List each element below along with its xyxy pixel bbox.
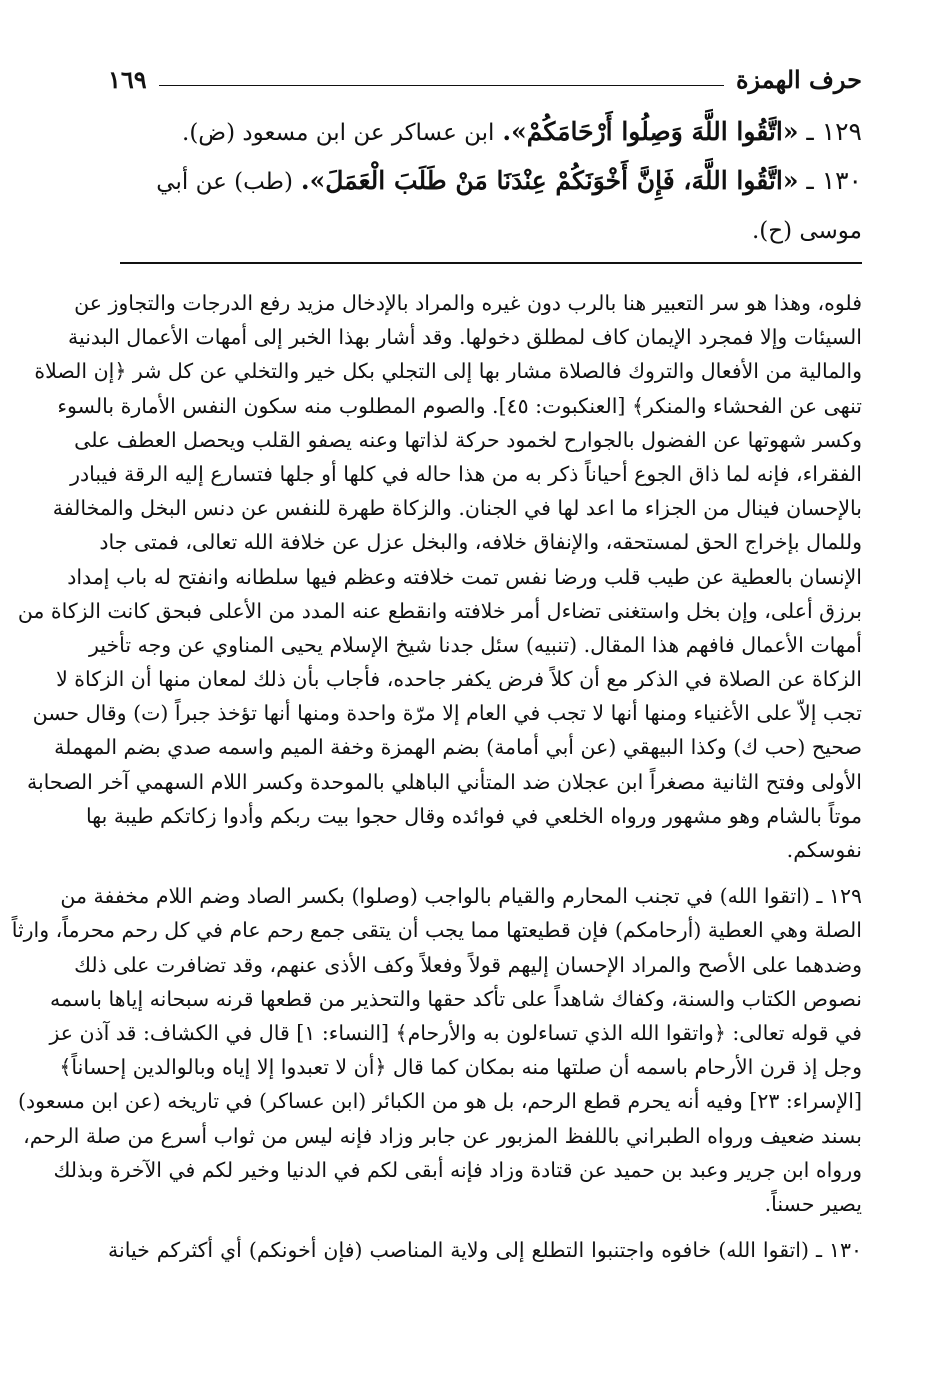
commentary-line: وضدهما على الأصح والمراد الإحسان إليهم قولاً وفعلاً وكف الأذى عنهم، وقد تضافرت على ذلك (74, 952, 862, 977)
footnote-separator (120, 262, 862, 264)
running-header (108, 54, 862, 94)
header-rule (159, 85, 724, 86)
commentary-line: تنهى عن الفحشاء والمنكر﴾ [العنكبوت: ٤٥]. والصوم المطلوب منه سكون النفس الأمارة بالسوء (57, 393, 862, 418)
commentary-line: الإنسان بالعطية عن طيب قلب ورضا نفس تمت خلافته وعظم فيها سلطانه وانفتح له باب إمداد (67, 564, 862, 589)
commentary-paragraph-129 (11, 879, 862, 1221)
commentary-line: نفوسكم. (786, 838, 862, 862)
commentary-line: وجل إذ قرن الأرحام باسمه أن صلتها منه بمكان كما قال ﴿أن لا تعبدوا إلا إياه وبالوالدين إحساناً﴾ (59, 1055, 862, 1080)
commentary-line: وللمال بإخراج الحق لمستحقه، والإنفاق خلافه، والبخل عزل عن خلافة الله تعالى، فمتى جاد (99, 530, 862, 555)
commentary-line: فلوه، وهذا هو سر التعبير هنا بالرب دون غيره والمراد بالإدخال مزيد رفع الدرجات والتجاوز عن (74, 291, 862, 315)
page-number: ١٦٩ (108, 65, 147, 94)
commentary-line: أمهات الأعمال فافهم هذا المقال. (تنبيه) سئل جدنا شيخ الإسلام يحيى المناوي عن وجه تأخير (88, 632, 862, 657)
commentary-line: السيئات وإلا فمجرد الإيمان كاف لمطلق دخولها. وقد أشار بهذا الخبر إلى أمهات الأعمال البدنية (68, 325, 862, 350)
commentary-line: صحيح (حب ك) وكذا البيهقي (عن أبي أمامة) بضم الهمزة وخفة الميم واسمه صدي بضم المهملة (54, 735, 862, 760)
commentary-line: موتاً بالشام وهو مشهور ورواه الخلعي في فوائده وقال حجوا بيت ربكم وأدوا زكاتكم طيبة بها (85, 803, 862, 828)
commentary-line: في قوله تعالى: ﴿واتقوا الله الذي تساءلون به والأرحام﴾ [النساء: ١] قال في الكشاف: قد آذن عز (49, 1020, 862, 1045)
commentary (11, 286, 862, 1267)
commentary-line: الزكاة عن الصلاة في الذكر مع أن كلاً فرض يكفر جاحده، فأجاب بأن ذلك لمعان منها أن الزكاة لا (56, 667, 862, 692)
commentary-line: والمالية من الأفعال والتروك فالصلاة مشار بها إلى التجلي بكل خير والتخلي عن كل شر ﴿إن الصلاة (34, 359, 862, 384)
commentary-line: الأولى وفتح الثانية مصغراً ابن عجلان ضد المتأني الباهلي بالموحدة وكسر اللام السهمي آخر الصحابة (26, 769, 862, 794)
hadith-source: ابن عساكر عن ابن مسعود (ض). (182, 120, 495, 146)
commentary-line: ١٣٠ ـ (اتقوا الله) خافوه واجتنبوا التطلع إلى ولاية المناصب (فإن أخونكم) أي أكثركم خيانة (108, 1238, 862, 1263)
paragraph-gap (108, 1221, 862, 1233)
hadith-source: (طب) عن أبي (156, 169, 293, 195)
commentary-line: [الإسراء: ٢٣] وفيه أنه يحرم قطع الرحم، بل هو من الكبائر (ابن عساكر) في تاريخه (عن ابن مسعود) (17, 1089, 862, 1114)
hadith-130 (110, 157, 862, 206)
hadith-quote: «اتَّقُوا اللَّهَ، فَإِنَّ أَخْوَنَكُمْ عِنْدَنَا مَنْ طَلَبَ الْعَمَلَ». (300, 166, 799, 195)
commentary-line: يصير حسناً. (764, 1191, 862, 1216)
hadith-number: ١٢٩ ـ (806, 117, 862, 146)
hadith-130-source-continued (110, 206, 862, 255)
commentary-paragraph-1 (17, 286, 862, 867)
commentary-line: بالإحسان فينال من الجزاء ما اعد لها في الجنان. والزكاة طهرة للنفس عن دنس البخل والمخالفة (52, 496, 862, 521)
hadith-quote: «اتَّقُوا اللَّهَ وَصِلُوا أَرْحَامَكُمْ». (502, 117, 799, 146)
hadith-source: موسى (ح). (751, 218, 862, 244)
hadith-number: ١٣٠ ـ (806, 166, 862, 195)
commentary-line: برزق أعلى، وإن بخل واستغنى تضاءل أمر خلافته وانقطع عنه المدد من الأعلى فبحق كانت الزكاة من (17, 598, 862, 623)
commentary-line: الصلة وهي العطية (أرحامكم) فإن قطيعتها مما يجب أن يتقى جمع رحم عام في كل رحم محرماً، وارثاً (11, 918, 862, 943)
commentary-line: تجب إلاّ على الأغنياء ومنها أنها لا تجب في العام إلا مرّة واحدة ومنها أنها تؤخذ جبراً (ت) وقال حسن (32, 701, 862, 726)
commentary-line: نصوص الكتاب والسنة، وكفاك شاهداً على تأكد حقها والتحذير من قطعها قرنه سبحانه إياها باسمه (49, 986, 862, 1011)
chapter-title: حرف الهمزة (735, 65, 862, 94)
commentary-line: ورواه ابن جرير وعبد بن حميد عن قتادة وزاد فإنه أبقى لكم في الدنيا وخير لكم في الآخرة وبذلك (53, 1157, 862, 1182)
paragraph-gap (108, 867, 862, 879)
commentary-line: الفقراء، فإنه لما ذاق الجوع أحياناً ذكر به من هذا حاله في كلها أو جلها فتسارع إليه الرقة فيبادر (70, 461, 862, 486)
commentary-line: وكسر شهوتها عن الفضول بالجوارح لخمود حركة لذاتها وعنه يصفو القلب ويحصل العطف على (74, 427, 862, 452)
hadith-texts (110, 108, 862, 255)
commentary-line: ١٢٩ ـ (اتقوا الله) في تجنب المحارم والقيام بالواجب (وصلوا) بكسر الصاد وضم اللام مخففة من (60, 884, 862, 909)
commentary-paragraph-130 (108, 1233, 862, 1267)
commentary-line: بسند ضعيف ورواه الطبراني باللفظ المزبور عن جابر وزاد فإنه ليس من ثواب أسرع من صلة الرحم، (23, 1123, 862, 1148)
hadith-129 (110, 108, 862, 157)
